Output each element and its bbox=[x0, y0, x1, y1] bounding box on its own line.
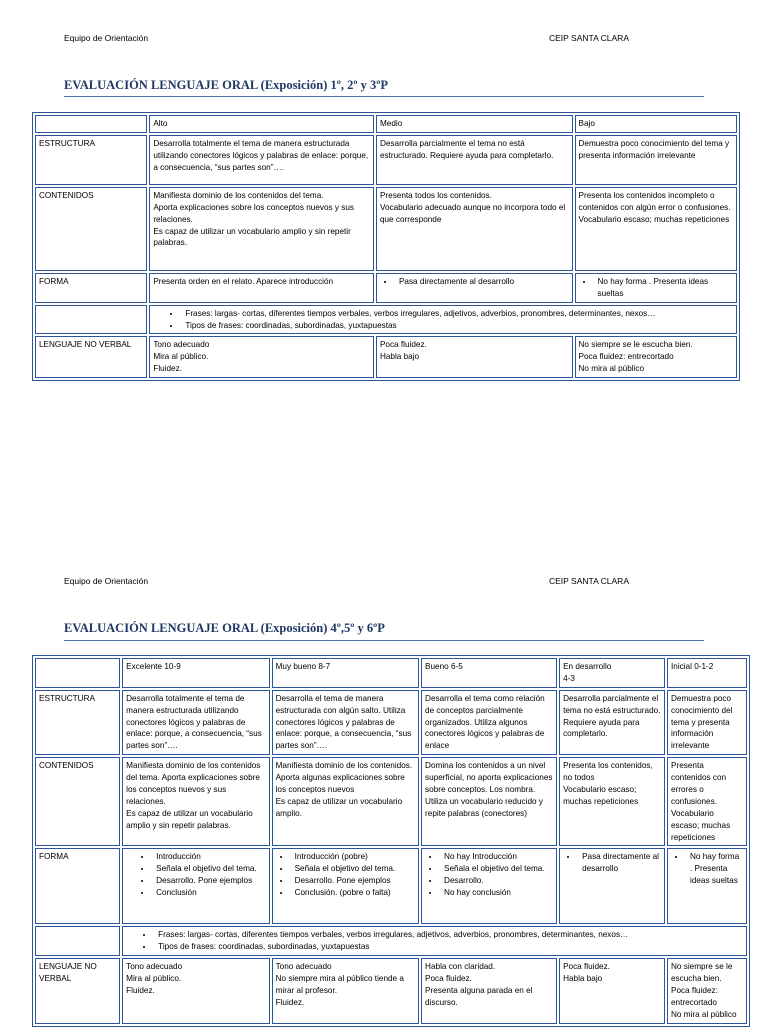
list-item: • Desarrollo. Pone ejemplos bbox=[152, 875, 265, 887]
text-line: Presenta los contenidos, no todos bbox=[563, 761, 653, 783]
table-row-frases bbox=[35, 926, 747, 956]
cell-no-verbal-bajo bbox=[575, 336, 737, 378]
cell-forma-medio bbox=[376, 273, 573, 303]
header-left-text: Equipo de Orientación bbox=[64, 33, 149, 43]
list-item: • Tipos de frases: coordinadas, subordinadas, yuxtapuestas bbox=[154, 941, 743, 953]
cell-frases-empty bbox=[35, 305, 147, 335]
text-line: Poca fluidez. bbox=[425, 974, 472, 984]
text-line: Tono adecuado bbox=[153, 340, 210, 350]
list-item: • Señala el objetivo del tema. bbox=[152, 863, 265, 875]
table-row-forma bbox=[35, 273, 737, 303]
header-cell-inicial: Inicial 0-1-2 bbox=[667, 658, 747, 688]
text-line: Tono adecuado bbox=[126, 962, 183, 972]
cell-frases bbox=[149, 305, 737, 335]
cell-estructura-medio: Desarrolla parcialmente el tema no está estructurado. Requiere ayuda para completarlo. bbox=[376, 135, 573, 185]
text-line: Es capaz de utilizar un vocabulario amplio y sin repetir palabras. bbox=[153, 226, 351, 248]
header-cell-bueno: Bueno 6-5 bbox=[421, 658, 557, 688]
list-item: • Frases: largas- cortas, diferentes tiempos verbales, verbos irregulares, adjetivos, adverbios, pronombres, determinantes, nexos… bbox=[181, 308, 733, 320]
list-item: • No hay Introducción bbox=[440, 851, 553, 863]
title-underline bbox=[64, 640, 704, 641]
cell-no-verbal-medio bbox=[376, 336, 573, 378]
cell-contenidos-bajo bbox=[575, 187, 737, 271]
cell-forma-muy-bueno bbox=[272, 848, 419, 924]
cell-contenidos-inicial bbox=[667, 757, 747, 846]
cell-forma-en-desarrollo bbox=[559, 848, 665, 924]
text-line: No siempre se le escucha bien. bbox=[671, 962, 733, 984]
text-line: Tono adecuado bbox=[275, 962, 332, 972]
text-line: Fluidez. bbox=[275, 997, 305, 1007]
table-header-row bbox=[35, 115, 737, 133]
cell-forma-alto: Presenta orden en el relato. Aparece introducción bbox=[149, 273, 374, 303]
row-label-no-verbal: LENGUAJE NO VERBAL bbox=[35, 336, 147, 378]
cell-estructura-inicial: Demuestra poco conocimiento del tema y presenta información irrelevante bbox=[667, 690, 747, 755]
text-line: Fluidez. bbox=[153, 364, 182, 374]
text-line: Utiliza un vocabulario reducido y repite palabras (conectores) bbox=[425, 796, 543, 818]
row-label-no-verbal: LENGUAJE NO VERBAL bbox=[35, 958, 120, 1023]
table-row-contenidos bbox=[35, 187, 737, 271]
cell-no-verbal-excelente bbox=[122, 958, 269, 1023]
header-right-text: CEIP SANTA CLARA bbox=[549, 33, 629, 43]
text-line: Manifiesta dominio de los contenidos del tema. bbox=[153, 190, 324, 200]
table-row-frases bbox=[35, 305, 737, 335]
text-line: Presenta contenidos con errores o confusiones. bbox=[671, 761, 727, 806]
text-line: Aporta explicaciones sobre los conceptos nuevos y sus relaciones. bbox=[153, 202, 355, 224]
list-item: • Tipos de frases: coordinadas, subordinadas, yuxtapuestas bbox=[181, 320, 733, 332]
cell-contenidos-excelente bbox=[122, 757, 269, 846]
header-cell-empty bbox=[35, 115, 147, 133]
cell-contenidos-muy-bueno bbox=[272, 757, 419, 846]
row-label-forma: FORMA bbox=[35, 848, 120, 924]
list-item: • Conclusión bbox=[152, 887, 265, 899]
text-line: Manifiesta dominio de los contenidos del tema. Aporta explicaciones sobre los conceptos nuevos y sus relaciones. bbox=[126, 761, 261, 806]
text-line: Presenta alguna parada en el discurso. bbox=[425, 986, 533, 1007]
list-item: • Conclusión. (pobre o falta) bbox=[291, 887, 415, 899]
header-cell-excelente: Excelente 10-9 bbox=[122, 658, 269, 688]
text-line: Vocabulario escaso; muchas repeticiones bbox=[671, 808, 731, 842]
header-cell-muy-bueno: Muy bueno 8-7 bbox=[272, 658, 419, 688]
list-item: • Introducción bbox=[152, 851, 265, 863]
text-line: Mira al público. bbox=[153, 352, 209, 362]
cell-no-verbal-inicial bbox=[667, 958, 747, 1023]
cell-frases-empty bbox=[35, 926, 120, 956]
text-line: Fluidez. bbox=[126, 986, 155, 996]
text-line: Mira al público. bbox=[126, 974, 182, 984]
cell-contenidos-en-desarrollo bbox=[559, 757, 665, 846]
list-item: • Señala el objetivo del tema. bbox=[291, 863, 415, 875]
cell-no-verbal-bueno bbox=[421, 958, 557, 1023]
row-label-estructura: ESTRUCTURA bbox=[35, 135, 147, 185]
text-line: Habla con claridad. bbox=[425, 962, 496, 972]
row-label-contenidos: CONTENIDOS bbox=[35, 187, 147, 271]
title-underline bbox=[64, 96, 704, 97]
row-label-forma: FORMA bbox=[35, 273, 147, 303]
text-line: Poca fluidez: entrecortado bbox=[578, 352, 674, 362]
row-label-estructura: ESTRUCTURA bbox=[35, 690, 120, 755]
list-item: • Introducción (pobre) bbox=[291, 851, 415, 863]
text-line: Es capaz de utilizar un vocabulario amplio y sin repetir palabras. bbox=[126, 808, 253, 830]
cell-estructura-excelente: Desarrolla totalmente el tema de manera estructurada utilizando conectores lógicos y palabras de enlace: porque, a consecuencia, “sus partes son”…. bbox=[122, 690, 269, 755]
text-line: Presenta todos los contenidos. bbox=[379, 190, 492, 200]
list-item: • Señala el objetivo del tema. bbox=[440, 863, 553, 875]
text-line: Poca fluidez. bbox=[563, 962, 610, 972]
cell-contenidos-alto bbox=[149, 187, 374, 271]
table-row-no-verbal bbox=[35, 336, 737, 378]
text-line: Manifiesta dominio de los contenidos. Aporta algunas explicaciones sobre los conceptos nuevos bbox=[275, 761, 413, 795]
cell-estructura-bajo: Demuestra poco conocimiento del tema y presenta información irrelevante bbox=[575, 135, 737, 185]
cell-estructura-alto: Desarrolla totalmente el tema de manera estructurada utilizando conectores lógicos y palabras de enlace: porque, a consecuencia, “sus partes son”…. bbox=[149, 135, 374, 185]
list-item: • Pasa directamente al desarrollo bbox=[578, 851, 661, 875]
text-line: Domina los contenidos a un nivel superficial, no aporta explicaciones sobre conceptos. Los nombra. bbox=[425, 761, 553, 795]
row-label-contenidos: CONTENIDOS bbox=[35, 757, 120, 846]
cell-forma-inicial bbox=[667, 848, 747, 924]
text-line: Presenta los contenidos incompleto o contenidos con algún error o confusiones. bbox=[578, 190, 731, 212]
rubric-table-1 bbox=[32, 112, 740, 381]
cell-estructura-bueno: Desarrolla el tema como relación de conceptos parcialmente organizados. Utiliza algunos conectores lógicos y palabras de enlace bbox=[421, 690, 557, 755]
cell-estructura-muy-bueno: Desarrolla el tema de manera estructurada con algún salto. Utiliza conectores lógicos y palabras de enlace: porque, a consecuencia, “sus partes son”…. bbox=[272, 690, 419, 755]
header-cell-en-desarrollo: En desarrollo 4-3 bbox=[559, 658, 665, 688]
table-row-estructura bbox=[35, 690, 747, 755]
cell-forma-excelente bbox=[122, 848, 269, 924]
text-line: Habla bajo bbox=[563, 974, 603, 984]
text-line: No mira al público bbox=[578, 364, 645, 374]
list-item: • Desarrollo. Pone ejemplos bbox=[291, 875, 415, 887]
list-item: • Desarrollo. bbox=[440, 875, 553, 887]
rubric-table-2 bbox=[32, 655, 750, 1027]
list-item: • Pasa directamente al desarrollo bbox=[395, 276, 569, 288]
cell-no-verbal-alto bbox=[149, 336, 374, 378]
text-line: Habla bajo bbox=[379, 352, 420, 362]
table-row-no-verbal bbox=[35, 958, 747, 1023]
cell-no-verbal-muy-bueno bbox=[272, 958, 419, 1023]
cell-forma-bueno bbox=[421, 848, 557, 924]
header-cell-alto: Alto bbox=[149, 115, 374, 133]
list-item: • No hay forma . Presenta ideas sueltas bbox=[594, 276, 733, 300]
cell-no-verbal-en-desarrollo bbox=[559, 958, 665, 1023]
list-item: • Frases: largas- cortas, diferentes tiempos verbales, verbos irregulares, adjetivos, adverbios, pronombres, determinantes, nexos… bbox=[154, 929, 743, 941]
text-line: Poca fluidez: entrecortado bbox=[671, 986, 718, 1007]
document-title-2: EVALUACIÓN LENGUAJE ORAL (Exposición) 4º,5º y 6ºP bbox=[64, 621, 385, 635]
table-header-row bbox=[35, 658, 747, 688]
document-title-1: EVALUACIÓN LENGUAJE ORAL (Exposición) 1º, 2º y 3ºP bbox=[64, 78, 388, 92]
cell-estructura-en-desarrollo: Desarrolla parcialmente el tema no está estructurado. Requiere ayuda para completarlo. bbox=[559, 690, 665, 755]
text-line: Vocabulario escaso; muchas repeticiones bbox=[578, 214, 730, 224]
cell-contenidos-bueno bbox=[421, 757, 557, 846]
table-row-contenidos bbox=[35, 757, 747, 846]
text-line: Vocabulario adecuado aunque no incorpora todo el que corresponde bbox=[379, 202, 566, 224]
text-line: No mira al público bbox=[671, 1009, 737, 1019]
list-item: • No hay conclusión bbox=[440, 887, 553, 899]
text-line: Vocabulario escaso; muchas repeticiones bbox=[563, 785, 639, 806]
cell-contenidos-medio bbox=[376, 187, 573, 271]
text-line: No siempre mira al público tiende a mirar al profesor. bbox=[275, 974, 404, 996]
header-left-text: Equipo de Orientación bbox=[64, 576, 149, 586]
cell-frases bbox=[122, 926, 747, 956]
header-cell-empty bbox=[35, 658, 120, 688]
table-row-estructura bbox=[35, 135, 737, 185]
table-row-forma bbox=[35, 848, 747, 924]
text-line: No siempre se le escucha bien. bbox=[578, 340, 693, 350]
list-item: • No hay forma . Presenta ideas sueltas bbox=[686, 851, 743, 887]
text-line: Poca fluidez. bbox=[379, 340, 427, 350]
cell-forma-bajo bbox=[575, 273, 737, 303]
text-line: Es capaz de utilizar un vocabulario amplio. bbox=[275, 796, 403, 818]
header-cell-medio: Medio bbox=[376, 115, 573, 133]
header-cell-bajo: Bajo bbox=[575, 115, 737, 133]
header-right-text: CEIP SANTA CLARA bbox=[549, 576, 629, 586]
